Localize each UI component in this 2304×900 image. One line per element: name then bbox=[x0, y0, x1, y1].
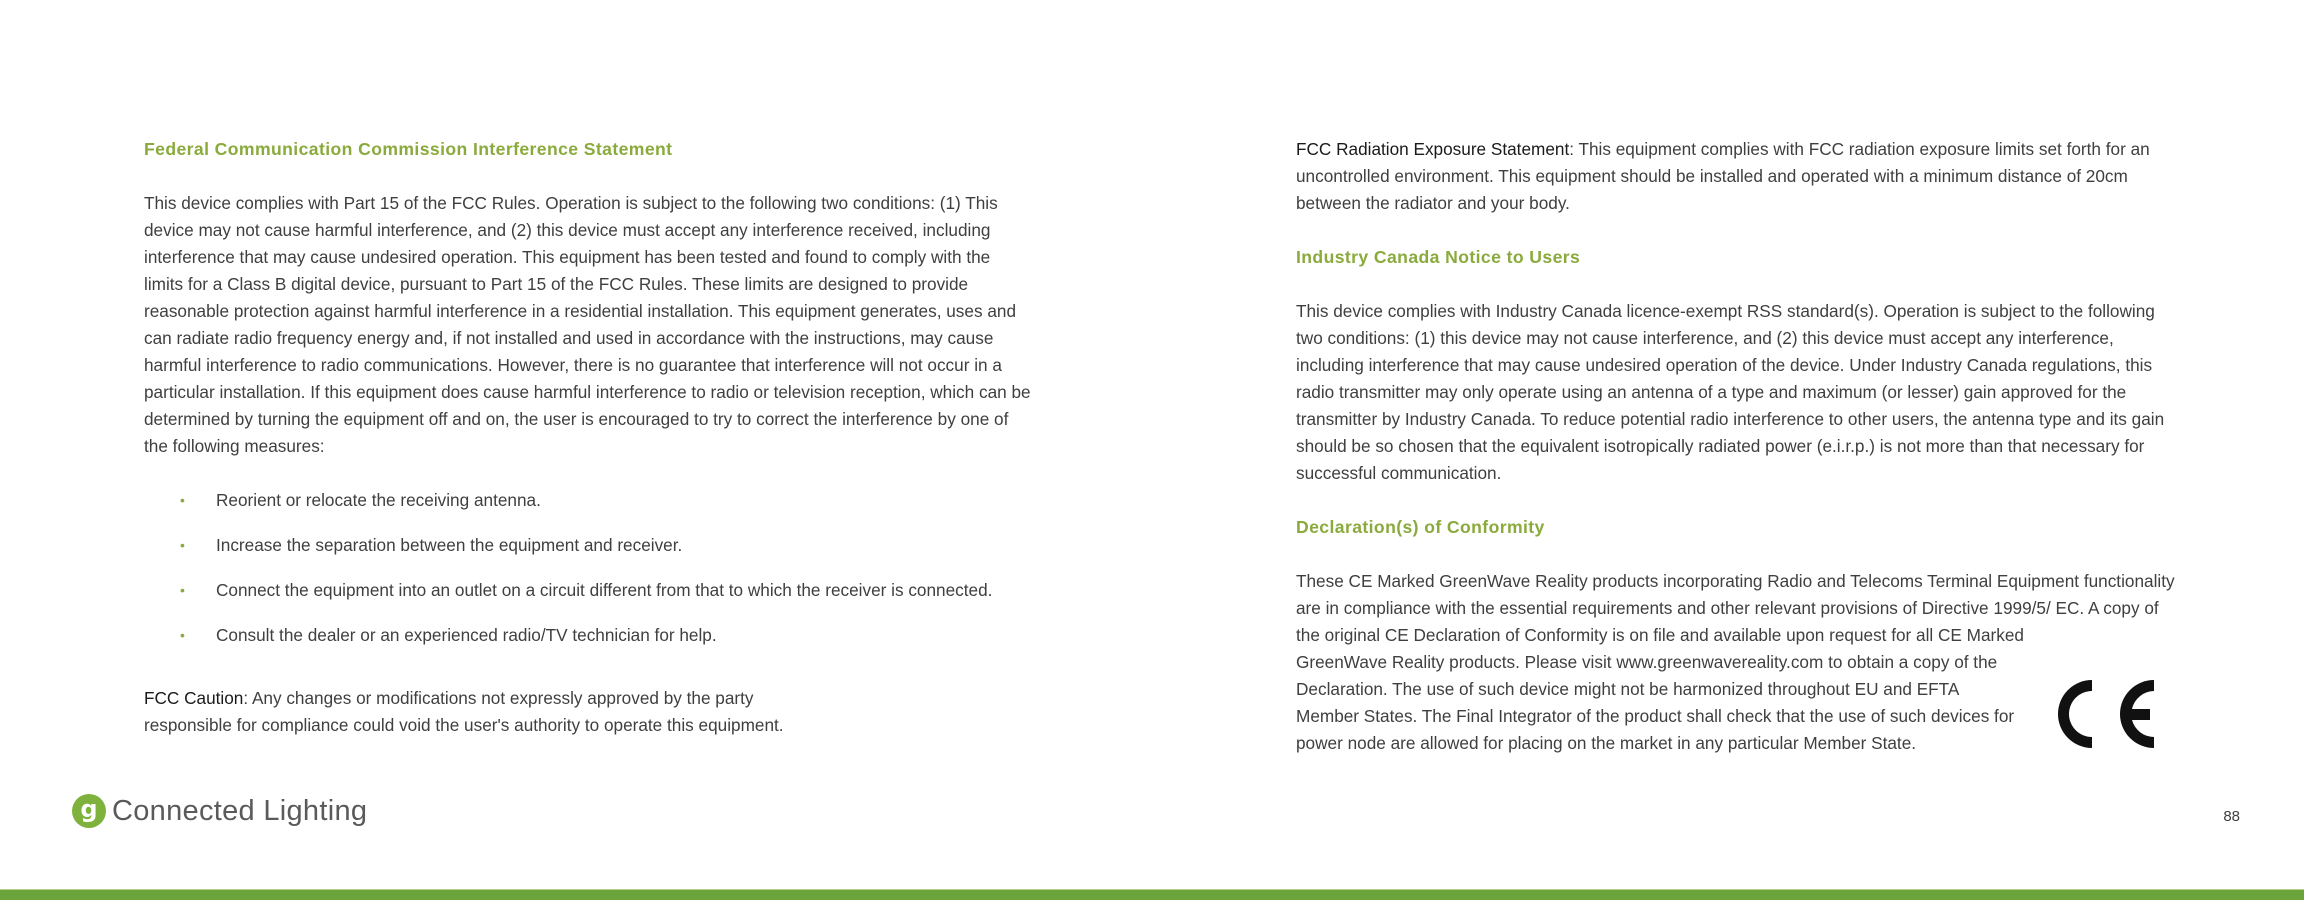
declaration-paragraph-bottom: GreenWave Reality products. Please visit www.greenwavereality.com to obtain a copy of the Declaration. The use of such device might not be harmonized throughout EU and EFTA Member States. The Final Integrator of the product shall check that the use of such devices for power node are allowed for placing on the market in any particular Member State. bbox=[1296, 652, 2015, 753]
list-item bbox=[144, 487, 1034, 514]
list-item bbox=[144, 622, 1034, 649]
bullet-icon: • bbox=[180, 492, 185, 508]
industry-canada-heading: Industry Canada Notice to Users bbox=[1296, 247, 1581, 267]
declaration-block bbox=[1296, 568, 2176, 757]
measure-text: Reorient or relocate the receiving antenna. bbox=[216, 490, 541, 510]
measure-text: Consult the dealer or an experienced radio/TV technician for help. bbox=[216, 625, 717, 645]
bullet-icon: • bbox=[180, 627, 185, 643]
fcc-interference-paragraph: This device complies with Part 15 of the FCC Rules. Operation is subject to the following two conditions: (1) This device may not cause harmful interference, and (2) this device must accept any interference received, including interference that may cause undesired operation. This equipment has been tested and found to comply with the limits for a Class B digital device, pursuant to Part 15 of the FCC Rules. These limits are designed to provide reasonable protection against harmful interference in a residential installation. This equipment generates, uses and can radiate radio frequency energy and, if not installed and used in accordance with the instructions, may cause harmful interference to radio communications. However, there is no guarantee that interference will not occur in a particular installation. If this equipment does cause harmful interference to radio or television reception, which can be determined by turning the equipment off and on, the user is encouraged to try to correct the interference by one of the following measures: bbox=[144, 193, 1031, 456]
radiation-exposure-text: : This equipment complies with FCC radiation exposure limits set forth for an uncontrolled environment. This equipment should be installed and operated with a minimum distance of 20cm between the radiator and your body. bbox=[1296, 139, 2150, 213]
brand-footer bbox=[72, 794, 367, 828]
industry-canada-paragraph: This device complies with Industry Canada licence-exempt RSS standard(s). Operation is subject to the following two conditions: (1) this device may not cause interference, and (2) this device must accept any interference, including interference that may cause undesired operation of the device. Under Industry Canada regulations, this radio transmitter may only operate using an antenna of a type and maximum (or lesser) gain approved for the transmitter by Industry Canada. To reduce potential radio interference to other users, the antenna type and its gain should be so chosen that the equivalent isotropically radiated power (e.i.r.p.) is not more than that necessary for successful communication. bbox=[1296, 301, 2165, 483]
right-column bbox=[1296, 136, 2176, 757]
fcc-caution-paragraph bbox=[144, 685, 824, 739]
greenwave-logo-icon: g bbox=[72, 794, 106, 828]
brand-name: Connected Lighting bbox=[112, 794, 368, 827]
measure-text: Increase the separation between the equipment and receiver. bbox=[216, 535, 683, 555]
measure-text: Connect the equipment into an outlet on a circuit different from that to which the receiver is connected. bbox=[216, 580, 993, 600]
left-column bbox=[144, 136, 1034, 739]
list-item bbox=[144, 532, 1034, 559]
bullet-icon: • bbox=[180, 582, 185, 598]
ce-mark-icon bbox=[2046, 674, 2158, 754]
page-number: 88 bbox=[2223, 808, 2240, 825]
bullet-icon: • bbox=[180, 537, 185, 553]
radiation-exposure-paragraph bbox=[1296, 136, 2176, 217]
measures-list bbox=[144, 487, 1034, 649]
declaration-paragraph-top: These CE Marked GreenWave Reality products incorporating Radio and Telecoms Terminal Equipment functionality are in compliance with the essential requirements and other relevant provisions of Directive 1999/5/ EC. A copy of the original CE Declaration of Conformity is on file and available upon request for all CE Marked bbox=[1296, 571, 2175, 645]
radiation-exposure-label: FCC Radiation Exposure Statement bbox=[1296, 139, 1570, 159]
footer-bar bbox=[0, 890, 2304, 900]
fcc-caution-label: FCC Caution bbox=[144, 688, 244, 708]
fcc-interference-heading: Federal Communication Commission Interference Statement bbox=[144, 139, 673, 159]
list-item bbox=[144, 577, 1034, 604]
declaration-heading: Declaration(s) of Conformity bbox=[1296, 517, 1545, 537]
fcc-caution-text: : Any changes or modifications not expressly approved by the party responsible for compliance could void the user's authority to operate this equipment. bbox=[144, 688, 784, 735]
